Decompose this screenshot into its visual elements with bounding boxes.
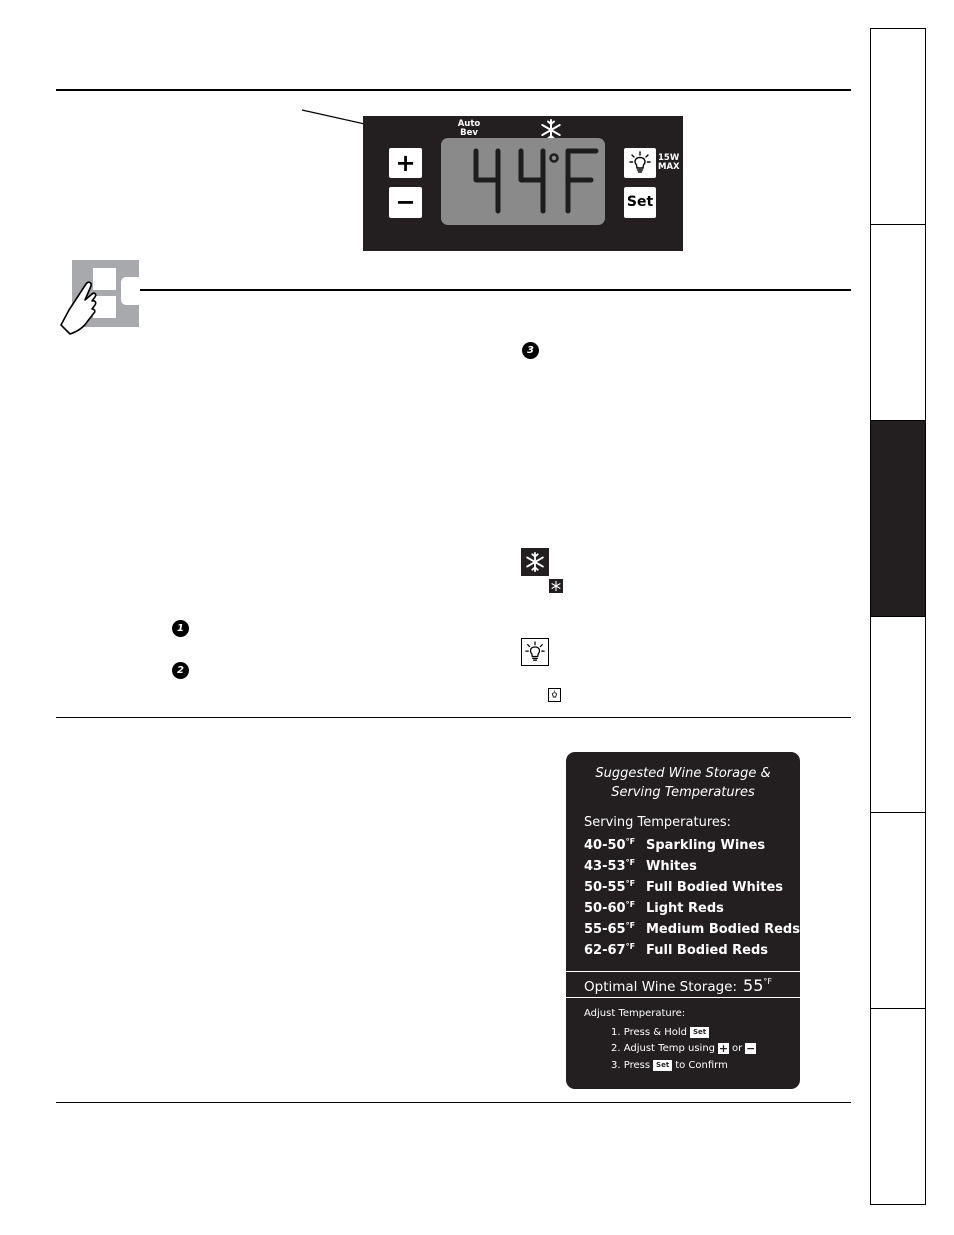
plus-key-icon: + bbox=[718, 1042, 729, 1055]
step-bullet-2: 2 bbox=[172, 662, 189, 679]
tab-2[interactable] bbox=[871, 225, 925, 421]
serving-row: $40-50^{^\circ F}$ Sparkling Wines bbox=[584, 837, 766, 853]
serving-row: $62-67^{^\circ F}$ Full Bodied Reds bbox=[584, 942, 769, 958]
tab-3-active[interactable] bbox=[871, 421, 925, 617]
light-button-icon bbox=[521, 638, 549, 666]
hand-graphic-key-right bbox=[121, 277, 139, 305]
tab-6[interactable] bbox=[871, 1009, 925, 1205]
tab-1[interactable] bbox=[871, 29, 925, 225]
plus-button[interactable]: + bbox=[389, 148, 422, 178]
bottom-rule bbox=[56, 1102, 851, 1103]
light-wattage-label: 15W MAX bbox=[658, 153, 680, 172]
snowflake-icon bbox=[551, 581, 561, 591]
adjust-step-3: 3. Press Set to Confirm bbox=[611, 1060, 728, 1071]
light-inline-icon bbox=[548, 688, 561, 702]
top-rule bbox=[56, 89, 851, 91]
optimal-storage: Optimal Wine Storage: $55^{^\circ F}$ bbox=[584, 976, 772, 995]
card-title: Suggested Wine Storage & Serving Temperatures bbox=[595, 766, 771, 800]
set-key-icon: Set bbox=[690, 1027, 709, 1038]
adjust-step-2: 2. Adjust Temp using + or − bbox=[611, 1042, 756, 1055]
wine-temperature-card bbox=[566, 752, 800, 1089]
tab-4[interactable] bbox=[871, 617, 925, 813]
light-button[interactable] bbox=[624, 148, 656, 178]
adjust-step-1: 1. Press & Hold Set bbox=[611, 1027, 709, 1038]
auto-bev-label: Auto Bev bbox=[457, 119, 481, 138]
light-bulb-icon bbox=[525, 641, 545, 663]
tab-5[interactable] bbox=[871, 813, 925, 1009]
section-tabs bbox=[870, 28, 926, 1205]
display-readout bbox=[441, 138, 605, 225]
step-bullet-1: 1 bbox=[172, 620, 189, 637]
light-bulb-icon bbox=[629, 151, 651, 175]
hand-pointer-icon bbox=[56, 270, 116, 338]
step-bullet-3: 3 bbox=[522, 342, 539, 359]
section-rule bbox=[140, 289, 851, 291]
card-divider bbox=[566, 971, 800, 972]
mid-rule bbox=[56, 717, 851, 718]
serving-row: $50-55^{^\circ F}$ Full Bodied Whites bbox=[584, 879, 783, 895]
serving-row: $43-53^{^\circ F}$ Whites bbox=[584, 858, 697, 874]
serving-row: $50-60^{^\circ F}$ Light Reds bbox=[584, 900, 724, 916]
serving-row: $55-65^{^\circ F}$ Medium Bodied Reds bbox=[584, 921, 800, 937]
light-bulb-icon bbox=[550, 690, 559, 700]
snowflake-icon bbox=[525, 552, 545, 572]
adjust-heading: Adjust Temperature: bbox=[584, 1008, 686, 1019]
minus-button[interactable]: − bbox=[389, 187, 422, 218]
minus-key-icon: − bbox=[746, 1042, 756, 1055]
card-divider bbox=[566, 997, 800, 998]
set-button[interactable]: Set bbox=[624, 187, 656, 218]
serving-heading: Serving Temperatures: bbox=[584, 815, 732, 830]
set-key-icon: Set bbox=[653, 1060, 672, 1071]
snowflake-button-icon bbox=[521, 548, 549, 576]
snowflake-inline-icon bbox=[549, 579, 563, 593]
